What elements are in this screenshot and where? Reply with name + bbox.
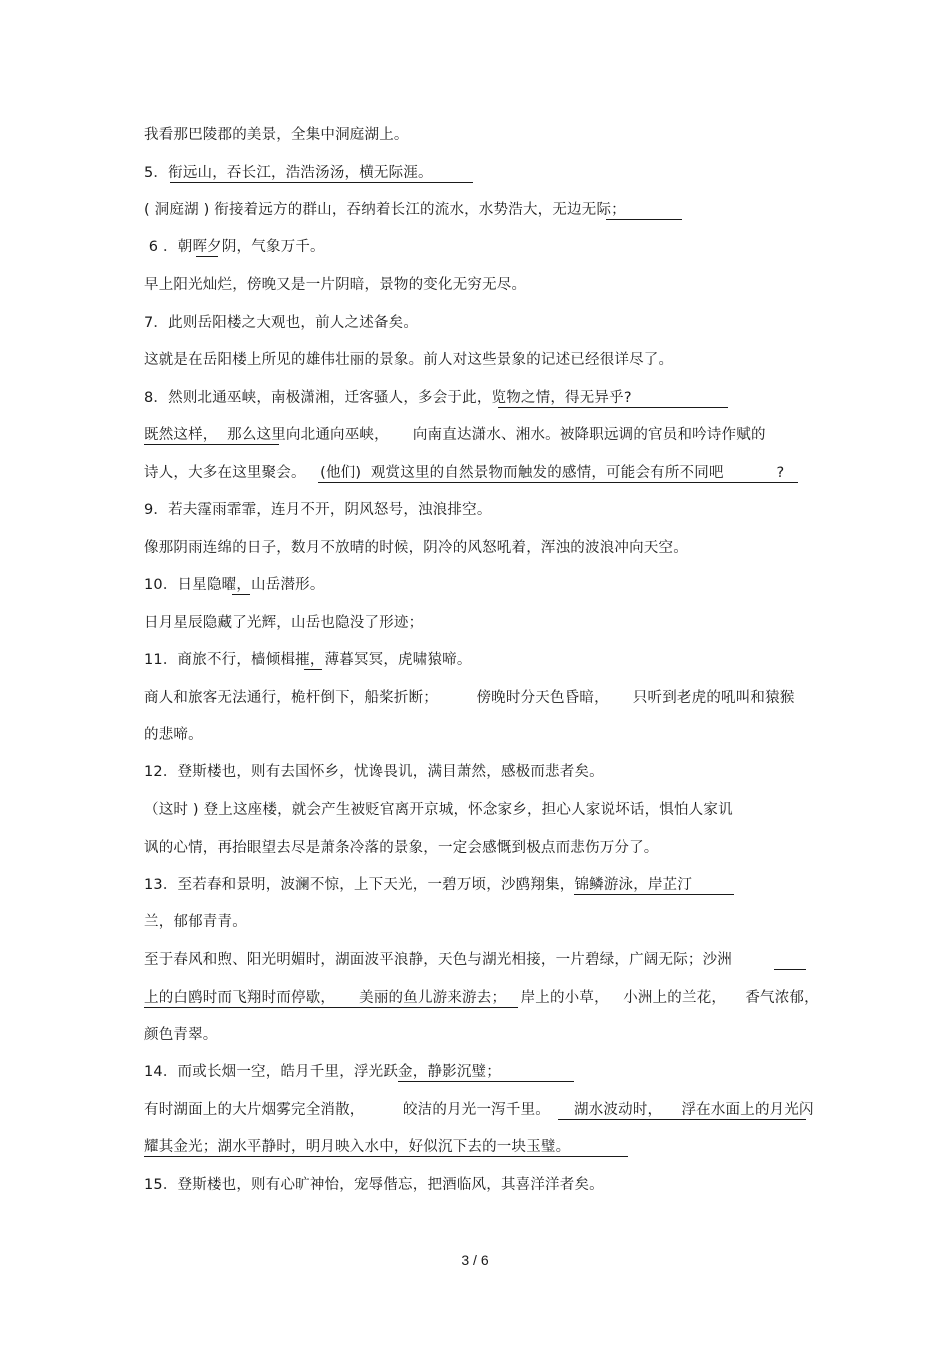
text-line: 13．至若春和景明，波澜不惊，上下天光，一碧万顷，沙鸥翔集，锦鳞游泳，岸芷汀 — [144, 877, 693, 893]
underline — [170, 182, 473, 183]
text-line: 有时湖面上的大片烟雾完全消散， 皎洁的月光一泻千里。 湖水波动时， 浮在水面上的月光闪 — [144, 1102, 814, 1118]
text-line: 12．登斯楼也，则有去国怀乡，忧谗畏讥，满目萧然，感极而悲者矣。 — [144, 764, 604, 780]
text-line: 兰，郁郁青青。 — [144, 914, 247, 930]
text-line: 9．若夫霪雨霏霏，连月不开，阴风怒号，浊浪排空。 — [144, 502, 492, 518]
underline — [232, 594, 250, 595]
underline — [574, 894, 734, 895]
text-line: 至于春风和煦、阳光明媚时，湖面波平浪静，天色与湖光相接，一片碧绿，广阔无际；沙洲 — [144, 952, 732, 968]
underline — [144, 1007, 518, 1008]
underline — [196, 256, 218, 257]
text-line: 上的白鸥时而飞翔时而停歇， 美丽的鱼儿游来游去； 岸上的小草， 小洲上的兰花， 香气浓郁， — [144, 990, 819, 1006]
text-line: 诗人，大多在这里聚会。 (他们) 观赏这里的自然景物而触发的感情，可能会有所不同吧 ? — [144, 465, 785, 481]
underline — [144, 444, 279, 445]
underline — [498, 407, 728, 408]
text-line: 11．商旅不行，樯倾楫摧，薄暮冥冥，虎啸猿啼。 — [144, 652, 472, 668]
text-line: 7．此则岳阳楼之大观也，前人之述备矣。 — [144, 315, 419, 331]
text-line: 6 ．朝晖夕阴，气象万千。 — [144, 239, 325, 255]
text-line: 15．登斯楼也，则有心旷神怡，宠辱偕忘，把酒临风，其喜洋洋者矣。 — [144, 1177, 604, 1193]
text-line: 既然这样， 那么这里向北通向巫峡， 向南直达潇水、湘水。被降职远调的官员和吟诗作赋的 — [144, 427, 766, 443]
text-line: ( 洞庭湖 ) 衔接着远方的群山，吞纳着长江的流水，水势浩大，无边无际； — [144, 202, 626, 218]
text-line: 颜色青翠。 — [144, 1027, 218, 1043]
text-line: 5．衔远山，吞长江，浩浩汤汤，横无际涯。 — [144, 165, 433, 181]
underline — [558, 1119, 806, 1120]
text-line: 8．然则北通巫峡，南极潇湘，迁客骚人，多会于此，览物之情，得无异乎? — [144, 390, 632, 406]
text-line: 耀其金光；湖水平静时，明月映入水中，好似沉下去的一块玉璧。 — [144, 1139, 571, 1155]
text-line: 10．日星隐曜，山岳潜形。 — [144, 577, 325, 593]
text-line: 我看那巴陵郡的美景，全集中洞庭湖上。 — [144, 127, 409, 143]
text-line: 讽的心情，再抬眼望去尽是萧条冷落的景象，一定会感慨到极点而悲伤万分了。 — [144, 840, 659, 856]
text-line: 商人和旅客无法通行，桅杆倒下，船桨折断； 傍晚时分天色昏暗， 只听到老虎的吼叫和猿猴 — [144, 690, 795, 706]
underline — [318, 482, 798, 483]
underline — [144, 1156, 628, 1157]
text-line: 14．而或长烟一空，皓月千里，浮光跃金，静影沉璧； — [144, 1064, 501, 1080]
text-line: 日月星辰隐藏了光辉，山岳也隐没了形迹； — [144, 615, 424, 631]
underline — [606, 219, 682, 220]
text-line: 像那阴雨连绵的日子，数月不放晴的时候，阴冷的风怒吼着，浑浊的波浪冲向天空。 — [144, 540, 688, 556]
text-line: 早上阳光灿烂，傍晚又是一片阴暗，景物的变化无穷无尽。 — [144, 277, 527, 293]
text-line: （这时 ) 登上这座楼，就会产生被贬官离开京城，怀念家乡，担心人家说坏话，惧怕人家讥 — [144, 802, 733, 818]
underline — [774, 969, 806, 970]
underline — [304, 669, 322, 670]
text-line: 的悲啼。 — [144, 727, 203, 743]
page-number: 3 / 6 — [461, 1252, 489, 1268]
underline — [398, 1081, 574, 1082]
text-line: 这就是在岳阳楼上所见的雄伟壮丽的景象。前人对这些景象的记述已经很详尽了。 — [144, 352, 674, 368]
